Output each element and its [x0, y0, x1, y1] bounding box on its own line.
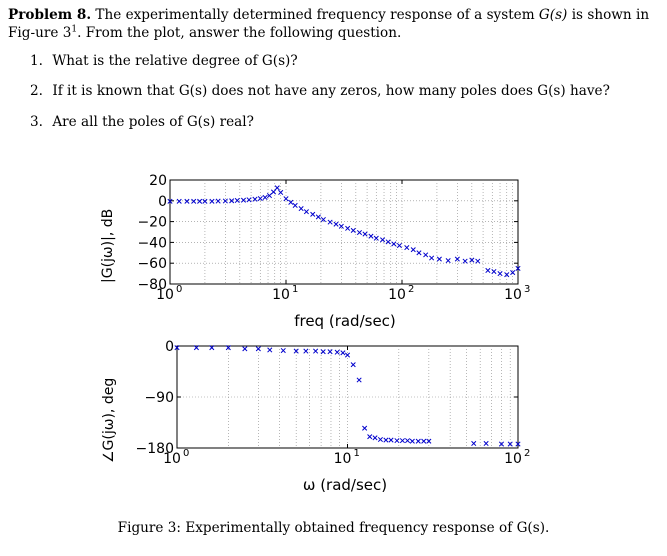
magnitude-ytick-label: −80 [137, 277, 167, 293]
magnitude-xtick-exponent: 1 [292, 284, 299, 295]
magnitude-xtick-exponent: 0 [176, 284, 183, 295]
magnitude-xtick-label: 10 [156, 287, 174, 303]
figure-caption: Figure 3: Experimentally obtained frequency response of G(s). [117, 520, 550, 536]
phase-xtick-label: 10 [163, 451, 181, 467]
phase-ylabel: ∠G(jω), deg [101, 377, 117, 463]
question-2: 2. If it is known that G(s) does not have any zeros, how many poles does G(s) have? [30, 83, 610, 99]
question-3: 3. Are all the poles of G(s) real? [30, 114, 254, 130]
phase-xtick-exponent: 2 [524, 448, 531, 459]
phase-plot [136, 339, 531, 494]
magnitude-axes-frame [170, 180, 518, 284]
magnitude-ytick-label: −60 [137, 256, 167, 273]
magnitude-xtick-label: 10 [388, 287, 406, 303]
magnitude-xtick-exponent: 3 [524, 284, 531, 295]
magnitude-xlabel: freq (rad/sec) [294, 312, 396, 330]
magnitude-xtick-label: 10 [504, 287, 522, 303]
phase-ytick-label: −90 [144, 390, 174, 406]
problem-statement: Problem 8. The experimentally determined frequency response of a system G(s) is shown in Fig-ure $3^1$. From the plot, answer the following question. [8, 7, 650, 41]
phase-xtick-label: 10 [333, 451, 352, 467]
magnitude-ytick-label: 20 [149, 173, 167, 189]
magnitude-ytick-label: −20 [137, 214, 167, 231]
problem-label: Problem 8. [8, 7, 92, 23]
phase-xtick-exponent: 1 [353, 448, 360, 459]
magnitude-plot [137, 173, 530, 330]
magnitude-xtick-label: 10 [272, 287, 290, 303]
magnitude-xtick-exponent: 2 [408, 284, 415, 295]
magnitude-ytick-label: −40 [137, 235, 167, 252]
magnitude-ylabel: |G(jω)|, dB [100, 208, 116, 283]
phase-xtick-label: 10 [504, 451, 522, 467]
phase-ytick-label: −180 [135, 441, 174, 457]
question-1: 1. What is the relative degree of G(s)? [30, 53, 298, 69]
magnitude-ytick-label: 0 [158, 193, 167, 210]
phase-xtick-exponent: 0 [183, 448, 190, 459]
phase-ytick-label: 0 [165, 339, 174, 355]
phase-xlabel: ω (rad/sec) [302, 476, 388, 494]
